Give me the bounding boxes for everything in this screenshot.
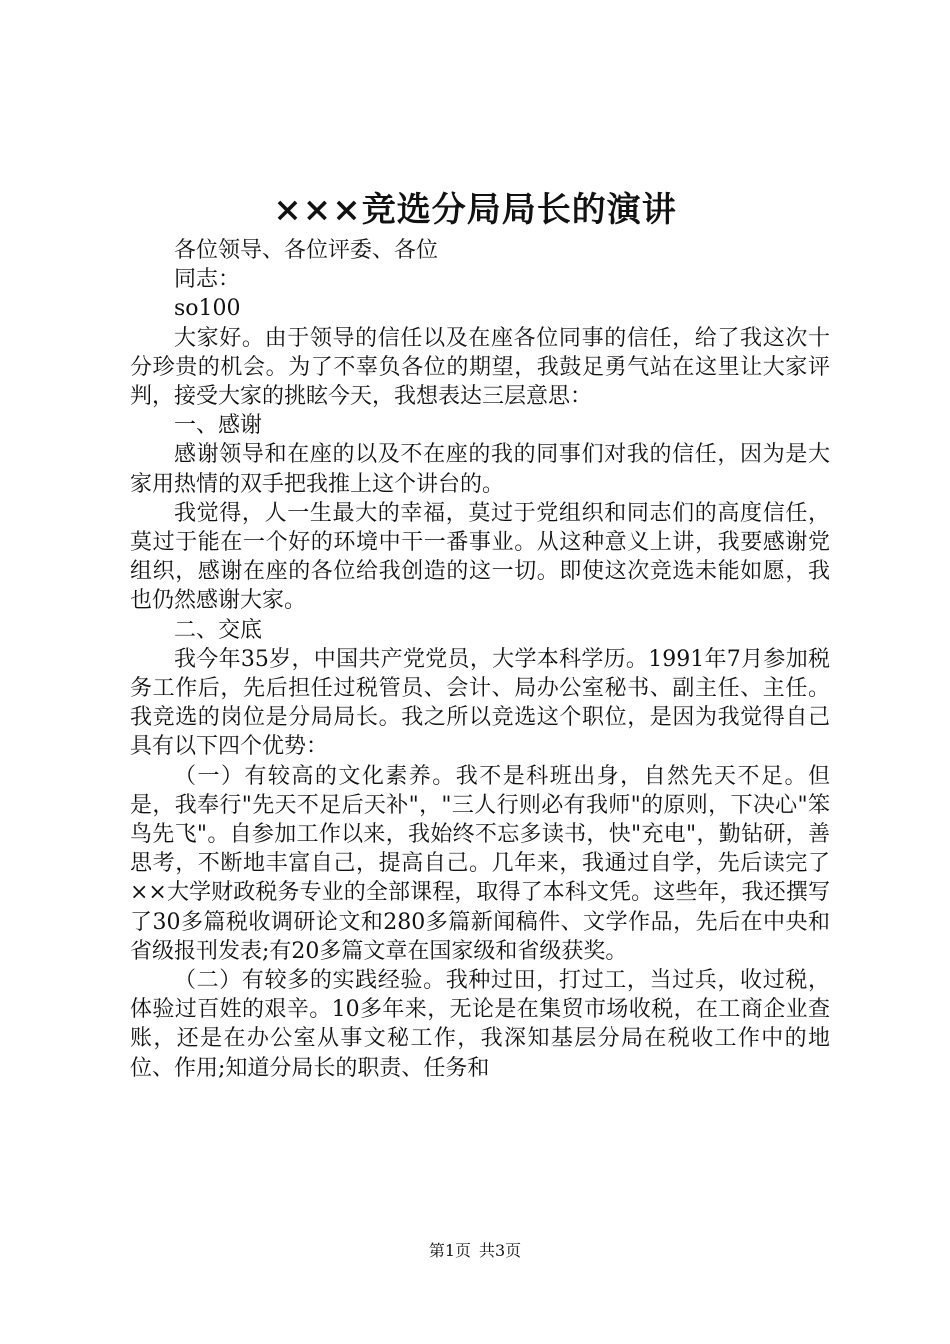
paragraph-advantage-1: （一）有较高的文化素养。我不是科班出身，自然先天不足。但是，我奉行"先天不足后天补"，"三人行则必有我师"的原则，下决心"笨鸟先飞"。自参加工作以来，我始终不忘多读书，快"充电"，勤钻研，善思考，不断地丰富自己，提高自己。几年来，我通过自学，先后读完了××大学财政税务专业的全部课程，取得了本科文凭。这些年，我还撰写了30多篇税收调研论文和280多篇新闻稿件、文学作品，先后在中央和省级报刊发表;有20多篇文章在国家级和省级获奖。 — [130, 763, 830, 964]
watermark-text: so100 — [174, 296, 241, 322]
salutation-line-1: 各位领导、各位评委、各位 — [174, 238, 439, 263]
page-number: 第1页 — [428, 1241, 471, 1260]
paragraph-advantage-2: （二）有较多的实践经验。我种过田，打过工，当过兵，收过税，体验过百姓的艰辛。10多年来，无论是在集贸市场收税，在工商企业查账，还是在办公室从事文秘工作，我深知基层分局在税收工作中的地位、作用;知道分局长的职责、任务和 — [130, 968, 830, 1081]
salutation-line-2: 同志： — [174, 267, 241, 293]
paragraph-background: 我今年35岁，中国共产党党员，大学本科学历。1991年7月参加税务工作后，先后担任过税管员、会计、局办公室秘书、副主任、主任。我竞选的岗位是分局局长。我之所以竞选这个职位，是因为我觉得自己具有以下四个优势： — [130, 646, 830, 760]
document-title: ×××竞选分局局长的演讲 — [273, 190, 677, 230]
page-total: 共3页 — [479, 1241, 522, 1260]
paragraph-thanks-2: 我觉得，人一生最大的幸福，莫过于党组织和同志们的高度信任，莫过于能在一个好的环境中干一番事业。从这种意义上讲，我要感谢党组织，感谢在座的各位给我创造的这一切。即使这次竞选未能如愿，我也仍然感谢大家。 — [130, 500, 830, 614]
document-body — [130, 236, 830, 1083]
paragraph-thanks-1: 感谢领导和在座的以及不在座的我的同事们对我的信任，因为是大家用热情的双手把我推上这个讲台的。 — [130, 442, 830, 497]
paragraph-greeting: 大家好。由于领导的信任以及在座各位同事的信任，给了我这次十分珍贵的机会。为了不辜负各位的期望，我鼓足勇气站在这里让大家评判，接受大家的挑眩今天，我想表达三层意思： — [130, 325, 830, 410]
page-footer — [0, 1241, 950, 1261]
section-heading-thanks: 一、感谢 — [174, 413, 263, 439]
section-heading-background: 二、交底 — [174, 617, 263, 643]
